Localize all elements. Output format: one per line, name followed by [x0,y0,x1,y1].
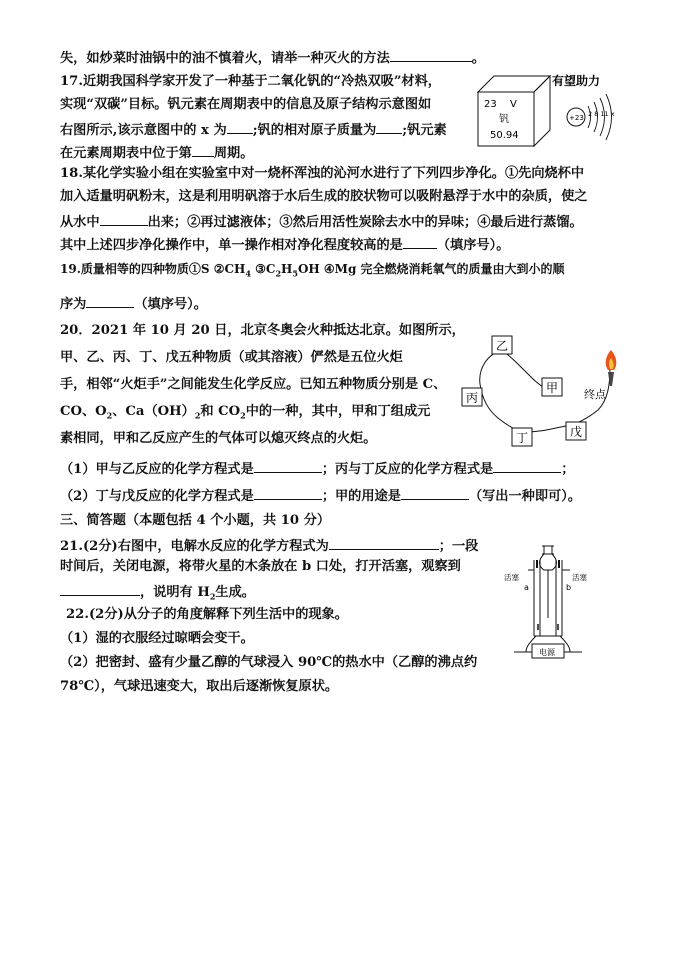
q18-line4: 其中上述四步净化操作中，单一操作相对净化程度较高的是 （填序号）。 [60,238,510,253]
answer-blank[interactable] [227,121,253,134]
q20-line4: CO、$O_2$、$Ca(OH)_2$和 $CO_2$中的一种，其中，甲和丁组成元 [60,404,431,421]
node-yi-label: 乙 [496,339,509,353]
atomic-number: 23 [484,99,497,110]
answer-blank[interactable] [329,537,439,550]
element-name: 钒 [499,114,509,125]
answer-blank[interactable] [254,487,322,500]
atomic-mass: 50.94 [490,130,519,141]
answer-blank[interactable] [100,213,148,226]
power-supply-label: 电源 [539,648,555,657]
q19-line2: 序为 （填序号）。 [60,297,207,312]
q20-line1: 20．2021 年 10 月 20 日，北京冬奥会火种抵达北京。如图所示， [60,323,465,338]
nucleus-charge: +23 [569,114,584,122]
q16-tail: 失，如炒菜时油锅中的油不慎着火，请举一种灭火的方法 。 [60,51,485,66]
q17-line3: 右图所示,该示意图中的 x 为 ;钒的相对原子质量为 ;钒元素 [60,123,447,138]
answer-blank[interactable] [192,144,214,157]
answer-blank[interactable] [493,460,561,473]
answer-blank[interactable] [403,236,437,249]
left-stopcock-label: 活塞 [504,573,519,582]
q22-line4: 78℃），气球迅速变大，取出后逐渐恢复原状。 [60,679,339,694]
q20-line2: 甲、乙、丙、丁、戊五种物质（或其溶液）俨然是五位火炬 [60,350,403,365]
answer-blank[interactable] [401,487,469,500]
node-bing-label: 丙 [466,391,479,405]
answer-blank[interactable] [60,583,140,596]
q22-line1: 22.(2分)从分子的角度解释下列生活中的现象。 [66,607,348,622]
outlet-b-label: b [566,583,572,592]
torch-relay-figure [458,328,628,450]
node-jia-label: 甲 [546,381,559,395]
q22-line3: （2）把密封、盛有少量乙醇的气球浸入 90℃的热水中（乙醇的沸点约 [60,655,478,670]
node-ding-label: 丁 [516,431,529,445]
node-wu-label: 戊 [570,425,583,439]
q21-line3: ，说明有 $H_2$生成。 [60,583,255,601]
q17-line4: 在元素周期表中位于第 周期。 [60,146,254,161]
q20-line7: （2）丁与戊反应的化学方程式是 ；甲的用途是 （写出一种即可）。 [60,489,582,504]
q18-line1: 18.某化学实验小组在实验室中对一烧杯浑浊的沁河水进行了下列四步净化。①先向烧杯中 [60,166,585,181]
section-3-heading: 三、简答题（本题包括 4 个小题，共 10 分） [60,513,331,528]
right-stopcock-label: 活塞 [572,573,587,582]
q20-line3: 手，相邻“火炬手”之间能发生化学反应。已知五种物质分别是 C、 [60,377,447,392]
answer-blank[interactable] [254,460,322,473]
element-symbol: V [510,99,517,110]
electrolysis-figure [498,540,598,662]
electron-shells: 2 8 11 x [588,110,615,118]
vanadium-figure [474,70,624,150]
end-point-label: 终点 [584,388,606,401]
q19-line1: 19.质量相等的四种物质①S $②CH_4$ $③C_2H_5OH$ ④Mg 完全燃烧消耗氧气的质量由大到小的顺 [60,262,565,279]
q20-line5: 素相同，甲和乙反应产生的气体可以熄灭终点的火炬。 [60,431,377,446]
q22-line2: （1）湿的衣服经过晾晒会变干。 [60,631,254,646]
q17-line2: 实现“双碳”目标。钒元素在周期表中的信息及原子结构示意图如 [60,97,432,112]
answer-blank[interactable] [86,295,134,308]
answer-blank[interactable] [390,49,472,62]
q18-line2: 加入适量明矾粉末，这是利用明矾溶于水后生成的胶状物可以吸附悬浮于水中的杂质，使之 [60,189,588,204]
torch-icon [606,350,617,386]
q21-line1: 21.(2分)右图中，电解水反应的化学方程式为 ；一段 [60,539,479,554]
figure-header-text: 有望助力 [552,74,601,88]
q20-line6: （1）甲与乙反应的化学方程式是 ；丙与丁反应的化学方程式是 ； [60,462,575,477]
answer-blank[interactable] [376,121,402,134]
outlet-a-label: a [524,583,529,592]
q17-line1: 17.近期我国科学家开发了一种基于二氧化钒的“冷热双吸”材料， [60,74,441,89]
q21-line2: 时间后，关闭电源，将带火星的木条放在 b 口处，打开活塞，观察到 [60,559,461,574]
q18-line3: 从水中 出来；②再过滤液体；③然后用活性炭除去水中的异味；④最后进行蒸馏。 [60,215,583,230]
